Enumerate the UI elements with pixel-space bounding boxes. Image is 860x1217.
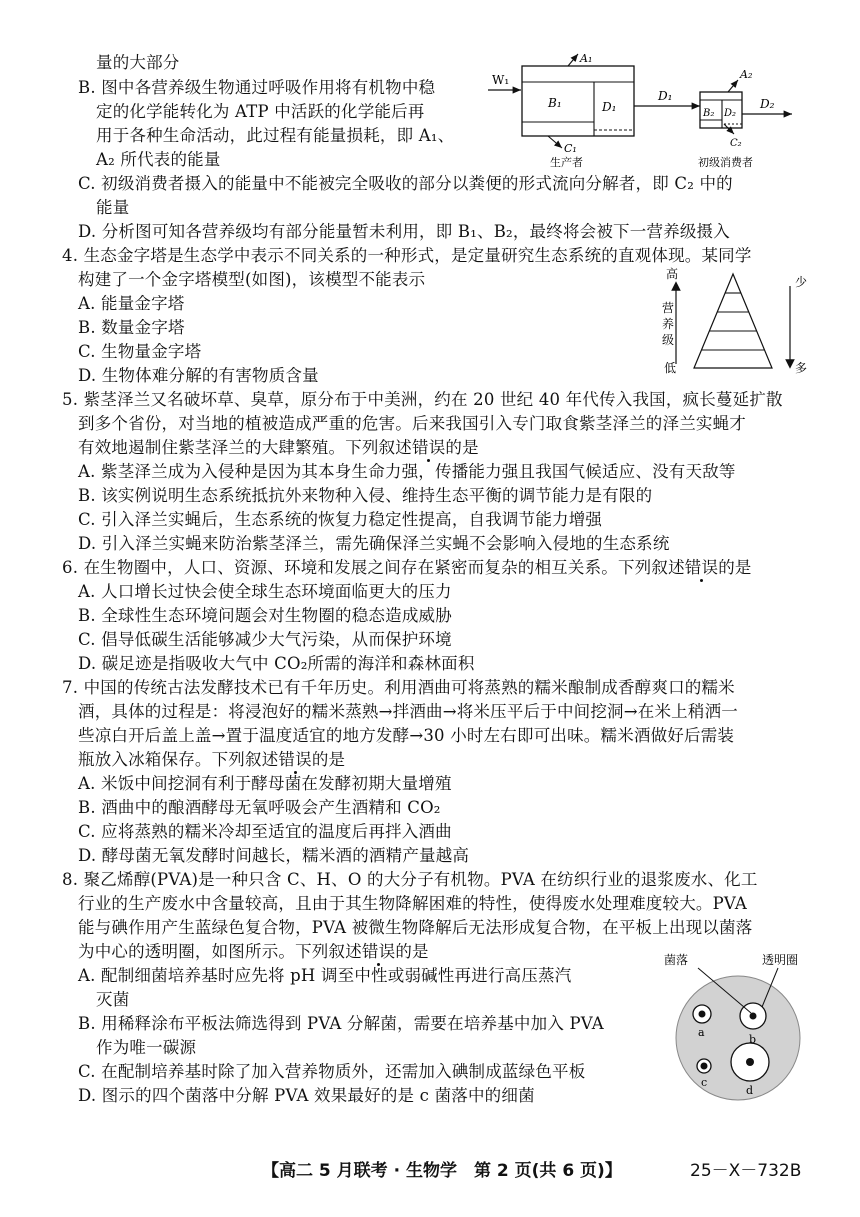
pyramid-triangle xyxy=(694,274,772,368)
a1-label: A₁ xyxy=(580,52,593,65)
q3-continuation: 量的大部分 xyxy=(96,53,180,72)
a2-label: A₂ xyxy=(740,68,753,81)
d1-arrow-label: D₁ xyxy=(658,89,673,103)
q3-option-b-line1: B. 图中各营养级生物通过呼吸作用将有机物中稳 xyxy=(78,78,436,97)
colony-d xyxy=(746,1058,754,1066)
pyramid-diagram xyxy=(662,264,812,378)
q7-stem-line3: 些凉白开后盖上盖→置于温度适宜的地方发酵→30 小时左右即可出味。糯米酒做好后需装 xyxy=(78,726,735,745)
q4-option-a: A. 能量金字塔 xyxy=(78,294,185,313)
d2-box-label: D₂ xyxy=(724,108,737,119)
pyramid-axis-char-2: 养 xyxy=(662,317,675,331)
w1-label: W₁ xyxy=(492,73,510,87)
q4-option-c: C. 生物量金字塔 xyxy=(78,342,202,361)
q8-stem-line3: 能与碘作用产生蓝绿色复合物，PVA 被微生物降解后无法形成复合物，在平板上出现以菌落 xyxy=(78,918,753,937)
q8-option-a-line1: A. 配制细菌培养基时应先将 pH 调至中性或弱碱性再进行高压蒸汽 xyxy=(78,966,572,985)
c2-label: C₂ xyxy=(730,138,742,149)
q6-option-c: C. 倡导低碳生活能够减少大气污染，从而保护环境 xyxy=(78,630,452,649)
d2-arrow-label: D₂ xyxy=(760,97,775,111)
page-footer-code: 25－X－732B xyxy=(690,1161,802,1181)
consumer-label: 初级消费者 xyxy=(698,156,753,169)
emphasis-dotted-text: 错误 xyxy=(412,438,446,457)
b1-label: B₁ xyxy=(548,96,562,110)
q5-option-a: A. 紫茎泽兰成为入侵种是因为其本身生命力强，传播能力强且我国气候适应、没有天敌等 xyxy=(78,462,736,481)
emphasis-dotted-text: 错误 xyxy=(684,558,719,577)
q7-stem-line2: 酒，具体的过程是：将浸泡好的糯米蒸熟→拌酒曲→将米压平后于中间挖洞→在米上稍洒一 xyxy=(78,702,738,721)
q8-option-b-line2: 作为唯一碳源 xyxy=(96,1038,197,1057)
q7-stem-line4: 瓶放入冰箱保存。下列叙述错误的是 xyxy=(78,750,346,769)
q6-option-d: D. 碳足迹是指吸收大气中 CO₂所需的海洋和森林面积 xyxy=(78,654,475,673)
q5-stem-line1: 5. 紫茎泽兰又名破坏草、臭草，原分布于中美洲，约在 20 世纪 40 年代传入我国，疯长蔓延扩散 xyxy=(62,390,783,409)
q8-stem-line1: 8. 聚乙烯醇(PVA)是一种只含 C、H、O 的大分子有机物。PVA 在纺织行业的退浆废水、化工 xyxy=(62,870,758,889)
petri-plate xyxy=(676,976,800,1100)
colony-d-label: d xyxy=(746,1084,754,1097)
producer-box-outer xyxy=(522,66,634,136)
q7-option-b: B. 酒曲中的酿酒酵母无氧呼吸会产生酒精和 CO₂ xyxy=(78,798,441,817)
q5-option-b: B. 该实例说明生态系统抵抗外来物种入侵、维持生态平衡的调节能力是有限的 xyxy=(78,486,653,505)
q5-stem-line3: 有效地遏制住紫茎泽兰的大肆繁殖。下列叙述错误的是 xyxy=(78,438,479,457)
colony-label: 菌落 xyxy=(664,953,689,967)
q8-option-a-line2: 灭菌 xyxy=(96,990,130,1009)
q7-stem-line1: 7. 中国的传统古法发酵技术已有千年历史。利用酒曲可将蒸熟的糯米酿制成香醇爽口的糯米 xyxy=(62,678,735,697)
pyramid-high-label: 高 xyxy=(666,267,679,281)
page-footer-title: 【高二 5 月联考 · 生物学 第 2 页(共 6 页)】 xyxy=(262,1161,622,1181)
halo-label: 透明圈 xyxy=(762,953,799,967)
producer-label: 生产者 xyxy=(550,156,583,169)
pyramid-few-label: 少 xyxy=(795,275,808,289)
q3-option-d: D. 分析图可知各营养级均有部分能量暂未利用，即 B₁、B₂，最终将会被下一营养级摄入 xyxy=(78,222,730,241)
c1-label: C₁ xyxy=(564,142,577,155)
q7-option-c: C. 应将蒸熟的糯米冷却至适宜的温度后再拌入酒曲 xyxy=(78,822,452,841)
colony-a-label: a xyxy=(698,1026,705,1039)
colony-c-label: c xyxy=(701,1076,708,1089)
q5-stem-line2: 到多个省份，对当地的植被造成严重的危害。后来我国引入专门取食紫茎泽兰的泽兰实蝇才 xyxy=(78,414,746,433)
colony-c xyxy=(701,1063,708,1070)
pyramid-low-label: 低 xyxy=(664,361,677,375)
q7-option-d: D. 酵母菌无氧发酵时间越长，糯米酒的酒精产量越高 xyxy=(78,846,470,865)
q6-stem: 6. 在生物圈中，人口、资源、环境和发展之间存在紧密而复杂的相互关系。下列叙述错误的是 xyxy=(62,558,752,577)
pyramid-axis-char-3: 级 xyxy=(662,333,675,347)
q8-option-d: D. 图示的四个菌落中分解 PVA 效果最好的是 c 菌落中的细菌 xyxy=(78,1086,535,1105)
pyramid-many-label: 多 xyxy=(795,361,808,375)
q3-option-c-line2: 能量 xyxy=(96,198,130,217)
q6-option-a: A. 人口增长过快会使全球生态环境面临更大的压力 xyxy=(78,582,452,601)
energy-flow-diagram xyxy=(488,52,808,172)
q4-option-b: B. 数量金字塔 xyxy=(78,318,185,337)
pyramid-axis-char-1: 营 xyxy=(662,301,675,315)
colony-b xyxy=(750,1013,757,1020)
colony-a xyxy=(699,1011,706,1018)
emphasis-dotted-text: 错误 xyxy=(361,942,396,961)
colony-b-label: b xyxy=(749,1033,757,1046)
q5-option-c: C. 引入泽兰实蝇后，生态系统的恢复力稳定性提高，自我调节能力增强 xyxy=(78,510,603,529)
q4-option-d: D. 生物体难分解的有害物质含量 xyxy=(78,366,319,385)
b2-label: B₂ xyxy=(703,108,715,119)
q8-stem-line2: 行业的生产废水中含量较高，且由于其生物降解困难的特性，使得废水处理难度较大。PVA xyxy=(78,894,748,913)
q8-option-b-line1: B. 用稀释涂布平板法筛选得到 PVA 分解菌，需要在培养基中加入 PVA xyxy=(78,1014,604,1033)
q4-stem-line1: 4. 生态金字塔是生态学中表示不同关系的一种形式，是定量研究生态系统的直观体现。某同学 xyxy=(62,246,752,265)
q8-stem-line4: 为中心的透明圈，如图所示。下列叙述错误的是 xyxy=(78,942,429,961)
q5-option-d: D. 引入泽兰实蝇来防治紫茎泽兰，需先确保泽兰实蝇不会影响入侵地的生态系统 xyxy=(78,534,670,553)
q3-option-c-line1: C. 初级消费者摄入的能量中不能被完全吸收的部分以粪便的形式流向分解者，即 C₂ 中的 xyxy=(78,174,733,193)
q3-option-b-line3: 用于各种生命活动，此过程有能量损耗，即 A₁、 xyxy=(96,126,455,145)
petri-plate-diagram xyxy=(650,946,810,1102)
q3-option-b-line2: 定的化学能转化为 ATP 中活跃的化学能后再 xyxy=(96,102,425,121)
emphasis-dotted-text: 错误 xyxy=(278,750,312,769)
q6-option-b: B. 全球性生态环境问题会对生物圈的稳态造成威胁 xyxy=(78,606,452,625)
q7-option-a: A. 米饭中间挖洞有利于酵母菌在发酵初期大量增殖 xyxy=(78,774,452,793)
q8-option-c: C. 在配制培养基时除了加入营养物质外，还需加入碘制成蓝绿色平板 xyxy=(78,1062,586,1081)
d1-box-label: D₁ xyxy=(602,100,617,114)
q3-option-b-line4: A₂ 所代表的能量 xyxy=(96,150,221,169)
q4-stem-line2: 构建了一个金字塔模型(如图)，该模型不能表示 xyxy=(78,270,426,289)
